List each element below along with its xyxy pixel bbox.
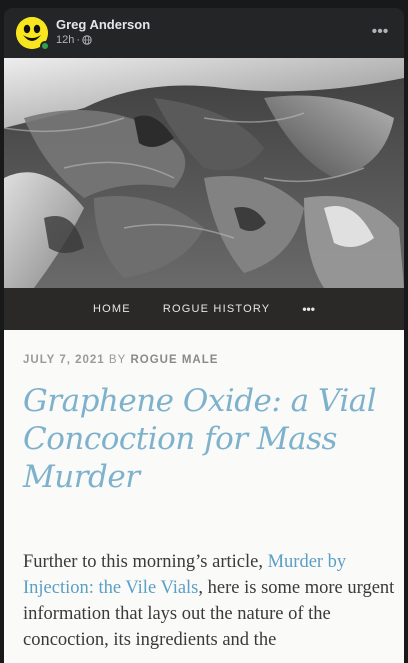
online-status-dot — [40, 41, 50, 51]
article-link-murder-by-injection[interactable]: Murder by Injection: the Vile Vials — [23, 552, 347, 598]
article-content — [4, 330, 404, 663]
byline-by: BY — [108, 354, 127, 366]
more-horizontal-icon: ••• — [371, 23, 389, 40]
intro-text-after-link: , here is some more urgent information that lays out the nature of the concoction, its ingredients and the — [23, 578, 395, 650]
article-title[interactable]: Graphene Oxide: a Vial Concoction for Mass Murder — [23, 383, 377, 495]
post-options-button[interactable] — [366, 21, 394, 43]
post-header — [4, 8, 404, 58]
globe-icon[interactable] — [82, 35, 92, 45]
article-intro-paragraph — [23, 549, 395, 653]
article-date[interactable]: JULY 7, 2021 — [23, 354, 105, 366]
post-meta — [56, 34, 92, 46]
meta-separator: · — [76, 34, 81, 46]
graphene-micrograph-image — [4, 58, 404, 288]
nav-item-rogue-history[interactable]: ROGUE HISTORY — [162, 303, 271, 315]
article-author[interactable]: ROGUE MALE — [130, 354, 219, 366]
post-time[interactable]: 12h — [56, 34, 75, 46]
more-horizontal-icon[interactable]: ••• — [302, 302, 315, 316]
post-author-name[interactable]: Greg Anderson — [56, 17, 151, 32]
article-hero-image — [4, 58, 404, 288]
facebook-post-card — [4, 8, 404, 663]
nav-item-home[interactable]: HOME — [93, 303, 131, 315]
article-byline — [23, 354, 218, 366]
site-navigation — [4, 288, 404, 330]
intro-text-before-link: Further to this morning’s article, — [23, 552, 268, 572]
